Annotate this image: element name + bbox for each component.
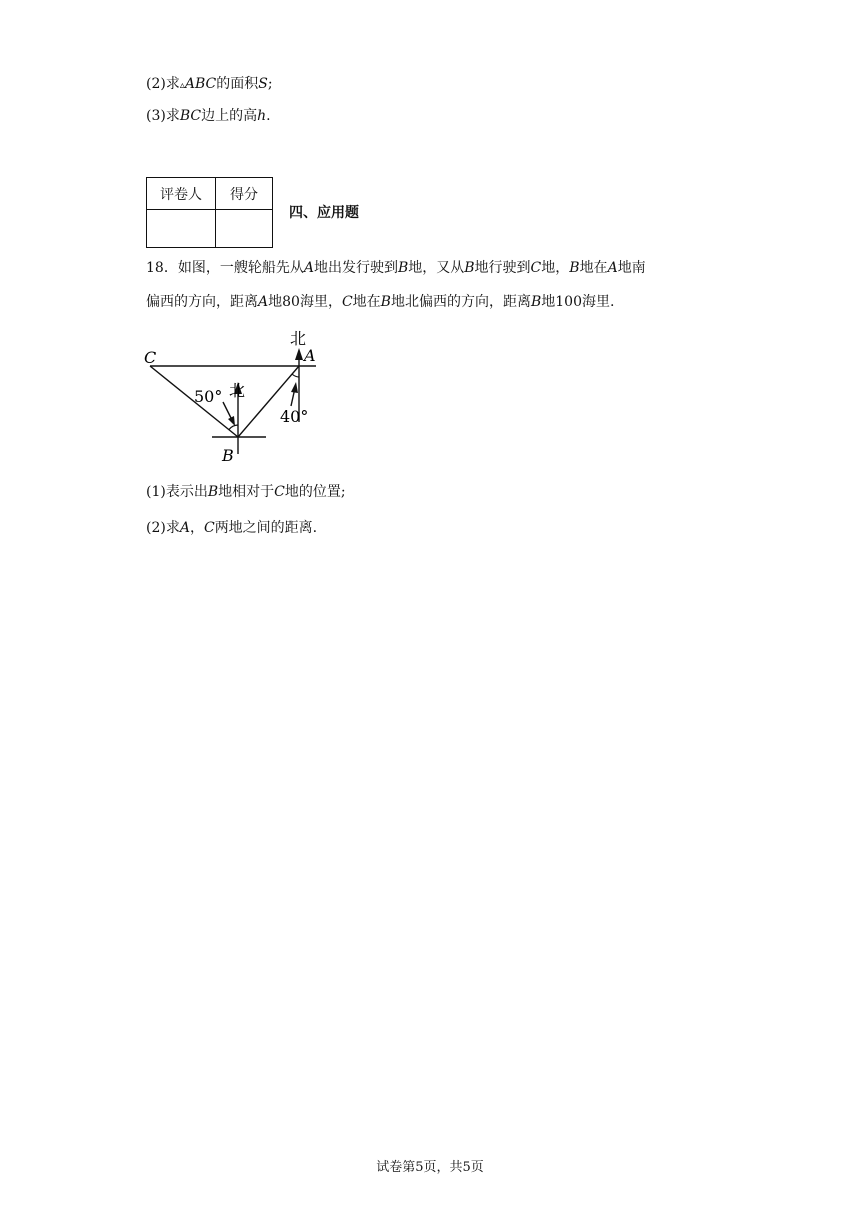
text-segment: 地出发行驶到 — [313, 260, 398, 276]
q2-prefix: (2)求 — [146, 76, 180, 92]
grader-cell[interactable] — [147, 210, 216, 248]
text-segment: 地北偏西的方向，距离 — [390, 294, 531, 310]
problem-18-sub-1 — [146, 482, 346, 502]
variable: B — [464, 260, 475, 276]
line-ba — [238, 366, 299, 437]
variable: B — [569, 260, 580, 276]
score-header: 得分 — [216, 178, 273, 210]
variable: B — [380, 294, 391, 310]
variable: A — [258, 294, 269, 310]
variable: B — [397, 260, 409, 276]
text-segment: 地行驶到 — [474, 260, 531, 276]
label-angle-50: 50° — [194, 387, 223, 406]
problem-18-sub-2 — [146, 518, 317, 538]
angle-pointer-b-head — [228, 416, 235, 426]
problem-18-line-1 — [146, 258, 646, 278]
variable: C — [203, 520, 215, 536]
variable: C — [341, 294, 353, 310]
label-c: C — [144, 348, 157, 367]
angle-arc-b — [229, 425, 238, 430]
variable: C — [530, 260, 542, 276]
direction-diagram — [140, 322, 330, 464]
label-a: A — [304, 346, 316, 365]
variable: C — [274, 484, 285, 500]
q2-mid: 的面积 — [216, 76, 259, 92]
variable: A — [607, 260, 618, 276]
text-segment: 18．如图，一艘轮船先从 — [146, 260, 304, 276]
text-segment: 地的位置; — [284, 484, 346, 500]
text-segment: 地南 — [617, 260, 646, 276]
angle-pointer-a-head — [291, 382, 298, 393]
text-segment: 地， — [541, 260, 570, 276]
text-segment: ， — [189, 520, 204, 536]
label-north-b: 北 — [229, 381, 246, 400]
text-segment: (2)求 — [146, 520, 180, 536]
q3-prefix: (3)求 — [146, 108, 180, 124]
text-segment: 偏西的方向，距离 — [146, 294, 258, 310]
q3-post: . — [266, 108, 271, 124]
grader-header: 评卷人 — [147, 178, 216, 210]
variable: B — [530, 294, 542, 310]
north-arrowhead-a — [295, 348, 303, 360]
problem-18-line-2 — [146, 292, 614, 312]
variable: A — [179, 520, 190, 536]
score-cell[interactable] — [216, 210, 273, 248]
text-segment: (1)表示出 — [146, 484, 208, 500]
text-segment: 地80海里， — [268, 294, 342, 310]
text-segment: 地100海里. — [541, 294, 615, 310]
label-b: B — [222, 446, 234, 464]
variable: B — [207, 484, 219, 500]
label-north-a: 北 — [290, 329, 307, 348]
q3-var-h: h — [257, 108, 267, 124]
text-segment: 两地之间的距离. — [214, 520, 318, 536]
text-segment: 地相对于 — [218, 484, 275, 500]
triangle-symbol: ▵ — [179, 80, 185, 91]
q3-var-bc: BC — [179, 108, 202, 124]
q3-mid: 边上的高 — [201, 108, 258, 124]
question-17-part-2 — [146, 74, 273, 96]
text-segment: 地在 — [352, 294, 381, 310]
q2-var-s: S — [258, 76, 268, 92]
label-angle-40: 40° — [280, 407, 309, 426]
page-footer: 试卷第5页，共5页 — [376, 1160, 484, 1175]
angle-arc-a — [292, 374, 299, 377]
section-title: 四、应用题 — [289, 205, 359, 221]
q2-var-abc: ABC — [184, 76, 217, 92]
variable: A — [303, 260, 314, 276]
question-17-part-3 — [146, 106, 271, 126]
score-table — [146, 177, 273, 248]
text-segment: 地在 — [579, 260, 608, 276]
text-segment: 地，又从 — [408, 260, 465, 276]
q2-post: ; — [267, 76, 273, 92]
